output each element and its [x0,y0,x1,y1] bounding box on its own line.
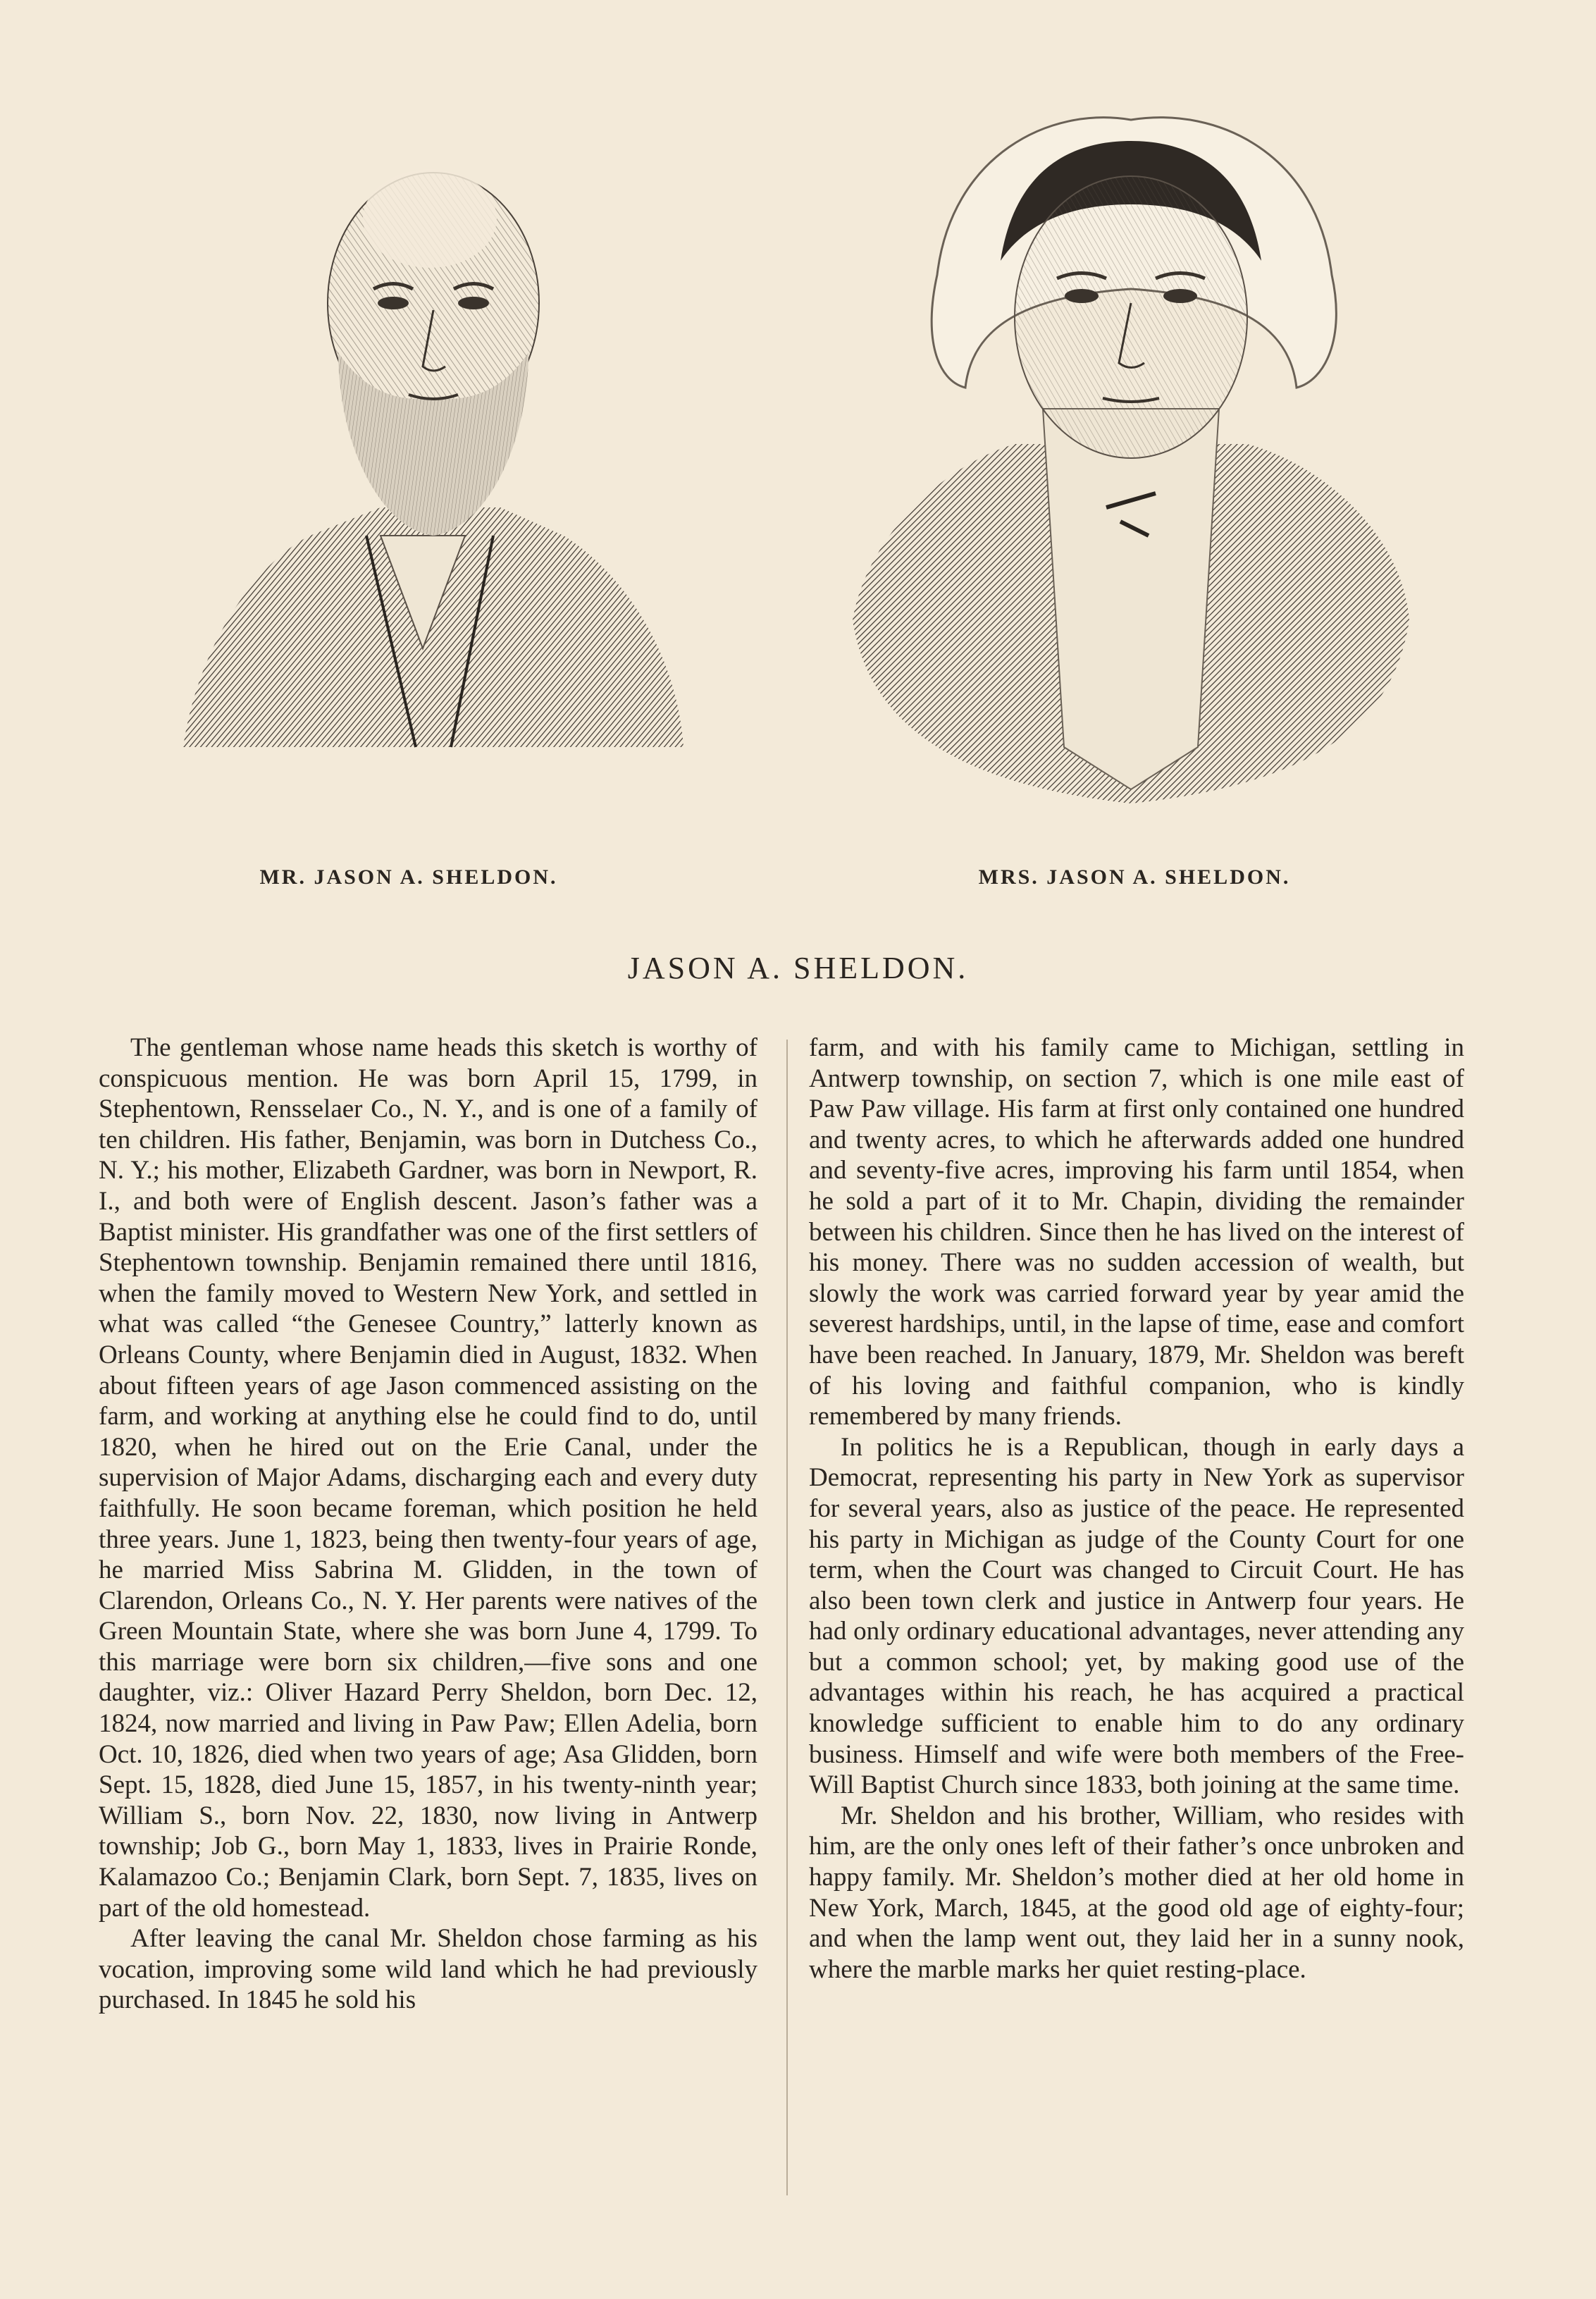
paragraph: In politics he is a Republican, though in early days a Democrat, representing his party in New York as supervisor for several years, also as justice of the peace. He represented his party in Michigan as judge of the County Court for one term, when the Court was changed to Circuit Court. He has also been town clerk and justice in Antwerp four years. He had only ordinary educational advantages, never attending any but a common school; yet, by making good use of the advantages within his reach, he has acquired a practical knowledge sufficient to enable him to do any ordinary business. Himself and wife were both members of the Free-Will Baptist Church since 1833, both joining at the same time. [809,1432,1464,1800]
text-column-right [809,1033,1464,1985]
paragraph: farm, and with his family came to Michigan, settling in Antwerp township, on section 7, which is one mile east of Paw Paw village. His farm at first only contained one hundred and twenty acres, to which he afterwards added one hundred and seventy-five acres, improving his farm until 1854, when he sold a part of it to Mr. Chapin, dividing the remainder between his children. Since then he has lived on the interest of his money. There was no sudden accession of wealth, but slowly the work was carried forward year by year amid the severest hardships, until, in the lapse of time, ease and comfort have been reached. In January, 1879, Mr. Sheldon was bereft of his loving and faithful companion, who is kindly remembered by many friends. [809,1033,1464,1431]
column-divider [786,1040,788,2195]
article-title: JASON A. SHELDON. [627,951,969,985]
portrait-mrs-sheldon [839,113,1423,810]
portrait-mr-sheldon [169,113,691,810]
paragraph: After leaving the canal Mr. Sheldon chose farming as his vocation, improving some wild land which he had previously purchased. In 1845 he sold his [99,1924,757,2015]
paragraph: Mr. Sheldon and his brother, William, who resides with him, are the only ones left of their father’s once unbroken and happy family. Mr. Sheldon’s mother died at her old home in New York, March, 1845, at the good old age of eighty-four; and when the lamp went out, they laid her in a sunny nook, where the marble marks her quiet resting-place. [809,1801,1464,1984]
portrait-engraving-man [169,113,691,810]
text-column-left [99,1033,757,2016]
portrait-engraving-woman [839,113,1423,810]
portrait-caption-mr: MR. JASON A. SHELDON. [259,865,558,889]
paragraph: The gentleman whose name heads this sketch is worthy of conspicuous mention. He was born April 15, 1799, in Stephentown, Rensselaer Co., N. Y., and is one of a family of ten children. His father, Benjamin, was born in Dutchess Co., N. Y.; his mother, Elizabeth Gardner, was born in Newport, R. I., and both were of English descent. Jason’s father was a Baptist minister. His grandfather was one of the first settlers of Stephentown township. Benjamin remained there until 1816, when the family moved to Western New York, and settled in what was called “the Genesee Country,” latterly known as Orleans County, where Benjamin died in August, 1832. When about fifteen years of age Jason commenced assisting on the farm, and working at anything else he could find to do, until 1820, when he hired out on the Erie Canal, under the supervision of Major Adams, discharging each and every duty faithfully. He soon became foreman, which position he held three years. June 1, 1823, being then twenty-four years of age, he married Miss Sabrina M. Glidden, in the town of Clarendon, Orleans Co., N. Y. Her parents were natives of the Green Mountain State, where she was born June 4, 1799. To this marriage were born six children,—five sons and one daughter, viz.: Oliver Hazard Perry Sheldon, born Dec. 12, 1824, now married and living in Paw Paw; Ellen Adelia, born Oct. 10, 1826, died when two years of age; Asa Glidden, born Sept. 15, 1828, died June 15, 1857, in his twenty-ninth year; William S., born Nov. 22, 1830, now living in Antwerp township; Job G., born May 1, 1833, lives in Prairie Ronde, Kalamazoo Co.; Benjamin Clark, born Sept. 7, 1835, lives on part of the old homestead. [99,1033,757,1923]
portrait-caption-mrs: MRS. JASON A. SHELDON. [978,865,1291,889]
